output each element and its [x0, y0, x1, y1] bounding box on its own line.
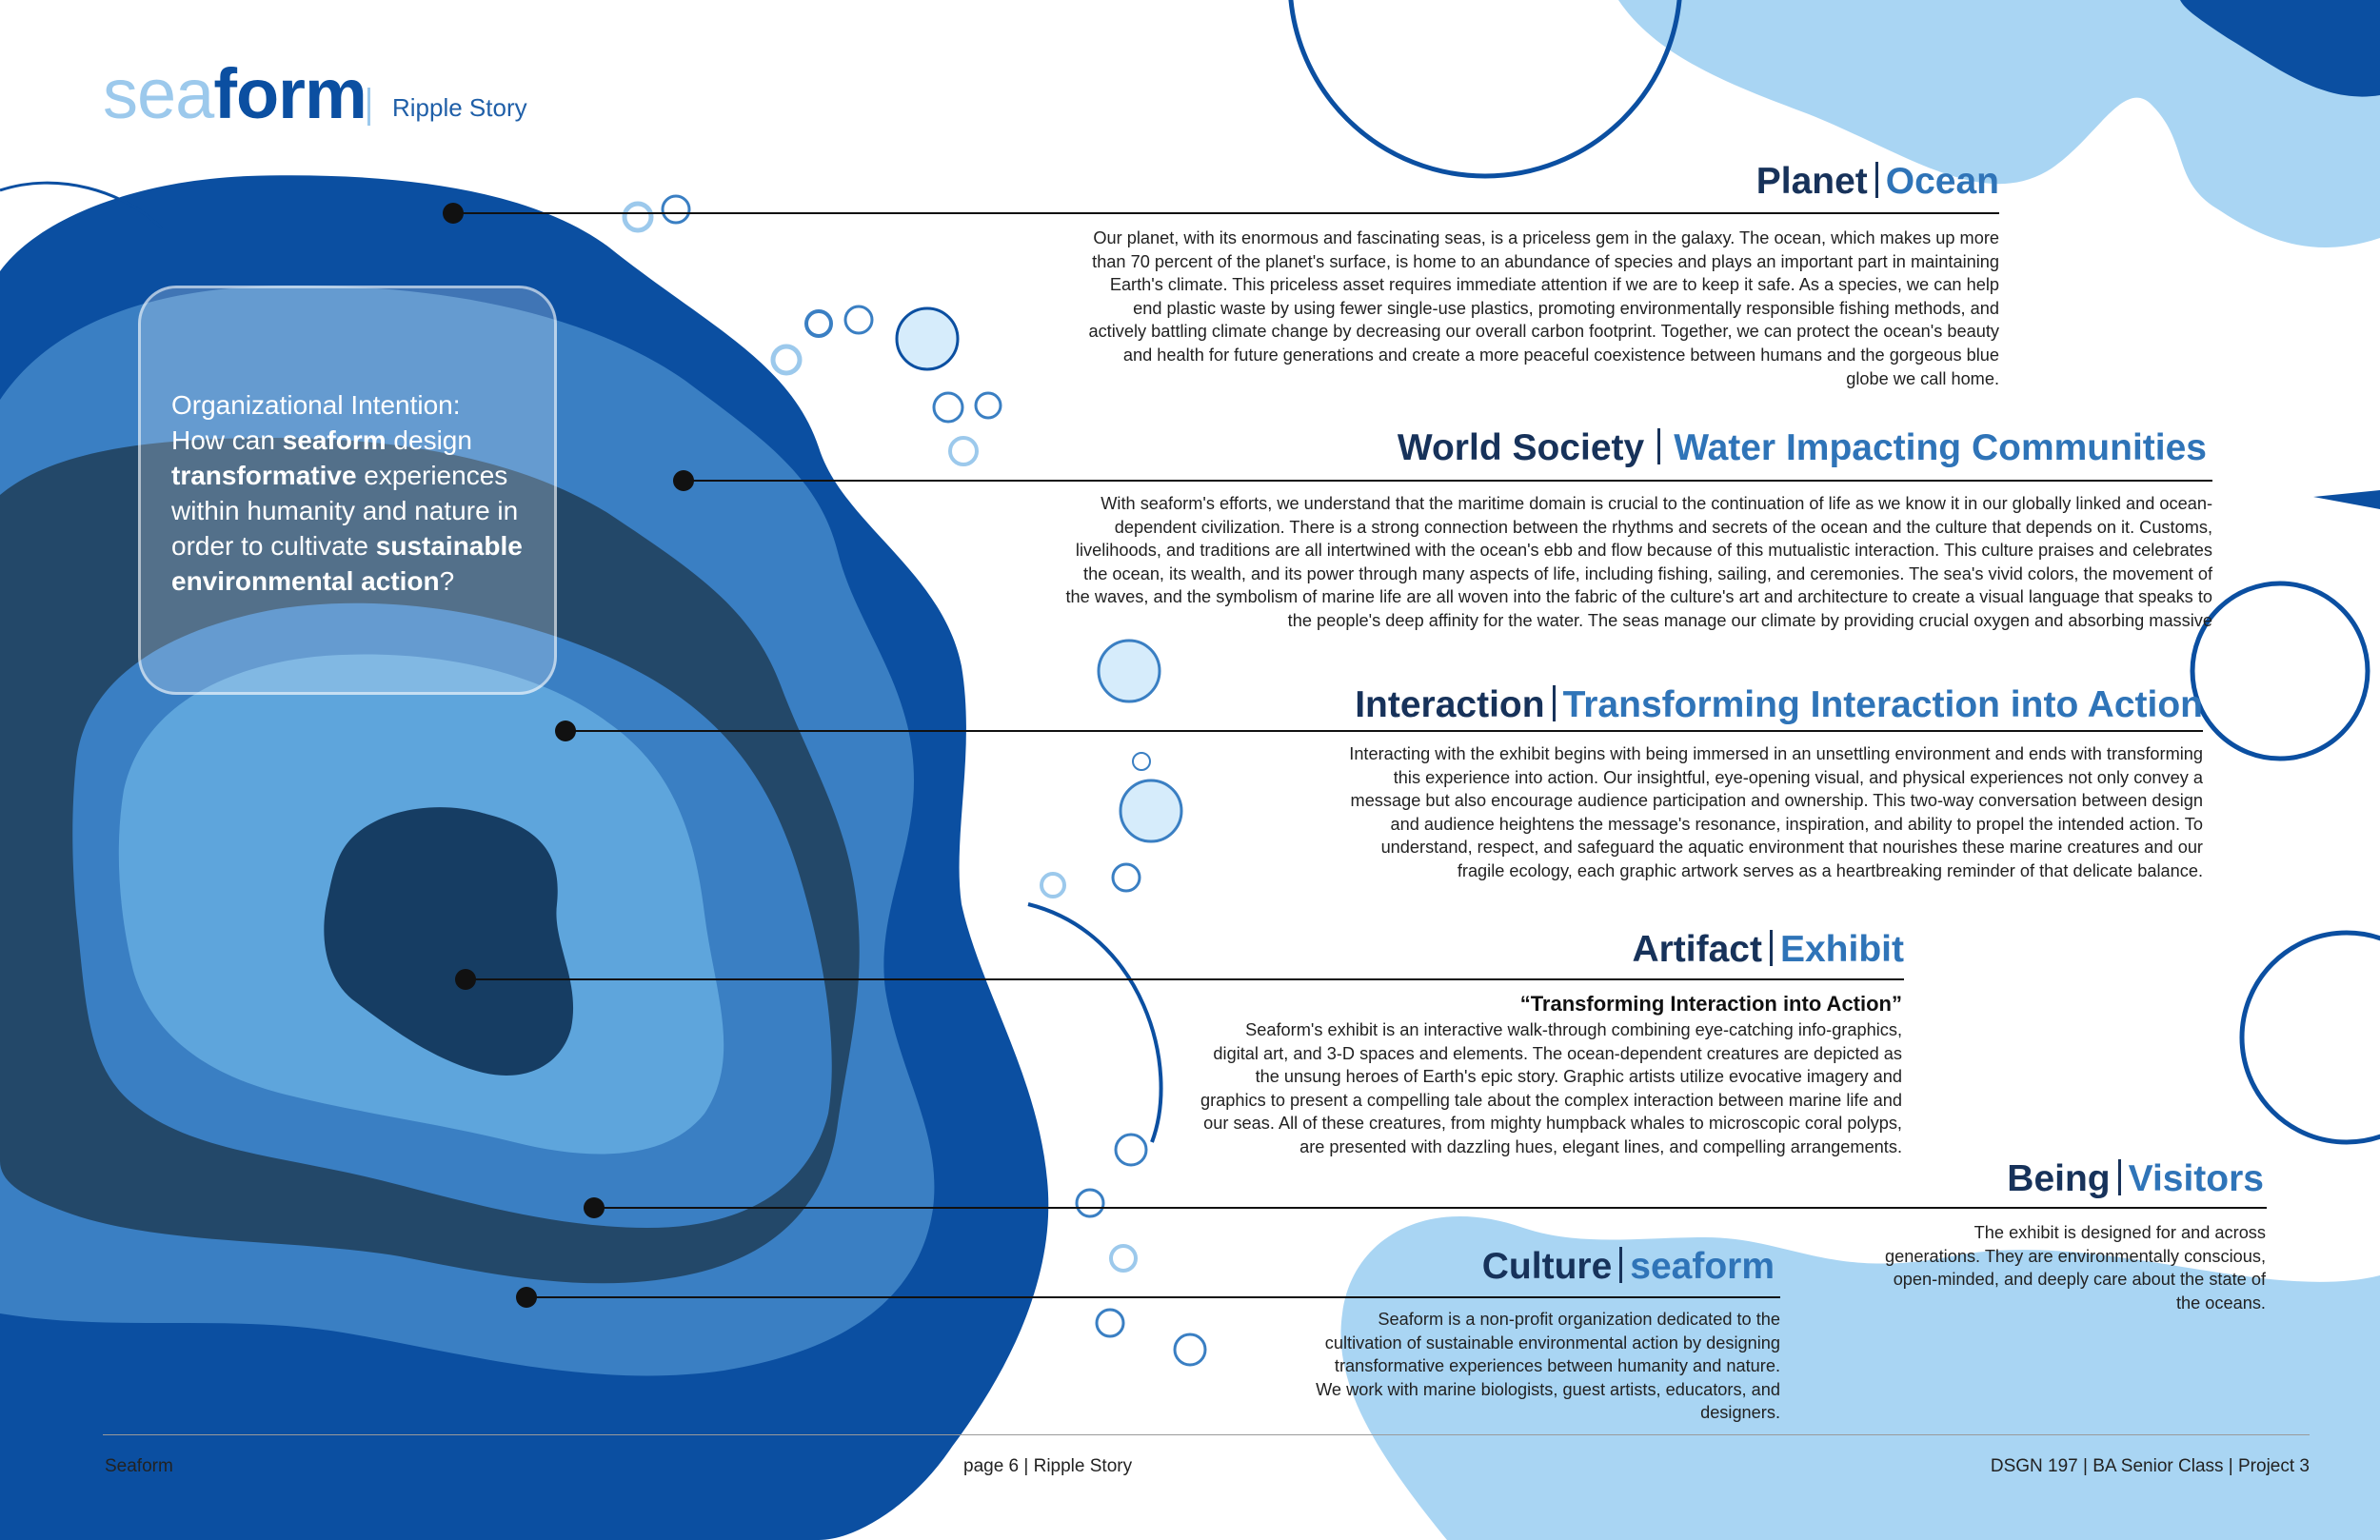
planet-title: Planet — [1755, 161, 1868, 202]
artifact-title: Artifact — [1632, 929, 1762, 970]
section-heading-artifact — [1632, 930, 1904, 968]
intention-end: ? — [439, 566, 455, 596]
intention-t1: design — [386, 425, 472, 455]
intention-bold-sustainable: sustainable environmental action — [171, 531, 523, 596]
section-heading-interaction — [1355, 685, 2203, 723]
header-subtitle: Ripple Story — [392, 93, 527, 122]
leader-dot-icon — [673, 470, 694, 491]
leader-dot-icon — [584, 1197, 605, 1218]
footer-rule — [103, 1434, 2310, 1435]
artifact-subtitle: Exhibit — [1779, 929, 1904, 970]
intention-bold-seaform: seaform — [282, 425, 387, 455]
leader-line-artifact — [466, 978, 1904, 980]
logo-divider — [367, 88, 370, 126]
outline-circle-right — [2192, 583, 2368, 759]
heading-divider — [1619, 1247, 1622, 1283]
seaform-logo — [103, 54, 367, 164]
leader-dot-icon — [443, 203, 464, 224]
section-heading-culture — [1482, 1247, 1775, 1285]
being-title: Being — [2007, 1158, 2111, 1199]
ripple-arc-mid — [1028, 904, 1161, 1142]
artifact-body: Seaform's exhibit is an interactive walk-through combining eye-catching info-graphics, digital art, and 3-D spaces and elements. The ocean-dependent creatures are depicted as the unsung heroes of Earth's epic story. Graphic artists utilize evocative imagery and graphics to present a compelling tale about the complex interaction between marine life and our seas. All of these creatures, from mighty humpback whales to microscopic coral polyps, are presented with dazzling hues, elegant lines, and compelling arrangements. — [1200, 1020, 1902, 1156]
artifact-quote: “Transforming Interaction into Action” — [1519, 992, 1902, 1016]
footer-left: Seaform — [105, 1456, 173, 1476]
heading-divider — [1657, 428, 1660, 464]
intention-pre: How can — [171, 425, 283, 455]
heading-divider — [1770, 930, 1773, 966]
being-body: The exhibit is designed for and across generations. They are environmentally conscious, open-minded, and deeply care about the state of the oceans. — [1885, 1223, 2267, 1313]
heading-divider — [2118, 1159, 2121, 1195]
being-subtitle: Visitors — [2128, 1158, 2264, 1199]
leader-line-culture — [526, 1296, 1780, 1298]
outline-circle-right-lower — [2242, 933, 2380, 1142]
interaction-body: Interacting with the exhibit begins with being immersed in an unsettling environment and ends with transforming this experience into action. Our insightful, eye-opening visual, and physical experiences not only convey a message but also encourage audience participation and ownership. This two-way conversation between design and audience heightens the message's resonance, inspiration, and ability to propel the intended action. To understand, respect, and safeguard the aquatic environment that nourishes these marine creatures and our fragile ecology, each graphic artwork serves as a heartbreaking reminder of that delicate balance. — [1349, 744, 2203, 880]
leader-line-planet — [453, 212, 1999, 214]
planet-body: Our planet, with its enormous and fascinating seas, is a priceless gem in the galaxy. The ocean, which makes up more than 70 percent of the planet's surface, is home to an abundance of species and plays an important part in maintaining Earth's climate. This priceless asset requires immediate attention if we are to keep it safe. As a species, we can help end plastic waste by using fewer single-use plastics, promoting environmentally responsible fishing methods, and actively battling climate change by decreasing our overall carbon footprint. Together, we can protect the ocean's beauty and health for future generations and create a more peaceful coexistence between humans and the gorgeous blue globe we call home. — [1088, 228, 1999, 388]
leader-dot-icon — [455, 969, 476, 990]
interaction-title: Interaction — [1355, 684, 1545, 725]
heading-divider — [1553, 685, 1556, 721]
section-heading-being — [2007, 1159, 2264, 1197]
culture-title: Culture — [1481, 1246, 1613, 1287]
world-body: With seaform's efforts, we understand that the maritime domain is crucial to the continuation of life as we know it in our globally linked and ocean-dependent civilization. There is a strong connection between the rhythms and secrets of the ocean and the culture that depends on it. Customs, livelihoods, and traditions are all intertwined with the ocean's ebb and flow because of this mutualistic interaction. This culture praises and celebrates the ocean, its wealth, and its power through many aspects of life, including fishing, sailing, and ceremonies. The sea's vivid colors, the movement of the waves, and the symbolism of marine life are all woven into the fabric of the culture's art and architecture to create a visual language that speaks to the people's deep affinity for the water. The seas manage our climate by providing crucial oxygen and absorbing massive — [1065, 494, 2212, 630]
leader-line-interaction — [565, 730, 2203, 732]
section-heading-world — [1398, 428, 2207, 466]
section-heading-planet — [1756, 162, 1999, 200]
outline-circle-top — [1290, 0, 1680, 176]
leader-line-being — [594, 1207, 2267, 1209]
intention-callout — [138, 286, 557, 695]
leader-line-world — [684, 480, 2212, 482]
intention-t2: experiences within humanity and nature in order to cultivate — [171, 461, 519, 561]
interaction-subtitle: Transforming Interaction into Action — [1562, 684, 2203, 725]
wedge-right — [2313, 490, 2380, 509]
footer-right: DSGN 197 | BA Senior Class | Project 3 — [1990, 1456, 2310, 1476]
leader-dot-icon — [555, 721, 576, 741]
planet-subtitle: Ocean — [1885, 161, 1999, 202]
intention-heading: Organizational Intention: — [171, 390, 461, 420]
intention-text — [171, 387, 543, 599]
culture-body: Seaform is a non-profit organization dedicated to the cultivation of sustainable environmental action by designing transformative experiences between humanity and nature. We work with marine biologists, guest artists, educators, and designers. — [1316, 1310, 1780, 1423]
culture-subtitle: seaform — [1630, 1246, 1775, 1287]
logo-form: form — [213, 54, 367, 133]
leader-dot-icon — [516, 1287, 537, 1308]
footer-center: page 6 | Ripple Story — [963, 1456, 1133, 1476]
world-subtitle: Water Impacting Communities — [1674, 427, 2207, 468]
intention-bold-transformative: transformative — [171, 461, 357, 490]
heading-divider — [1875, 162, 1878, 198]
logo-sea: sea — [103, 54, 214, 133]
world-title: World Society — [1397, 427, 1645, 468]
